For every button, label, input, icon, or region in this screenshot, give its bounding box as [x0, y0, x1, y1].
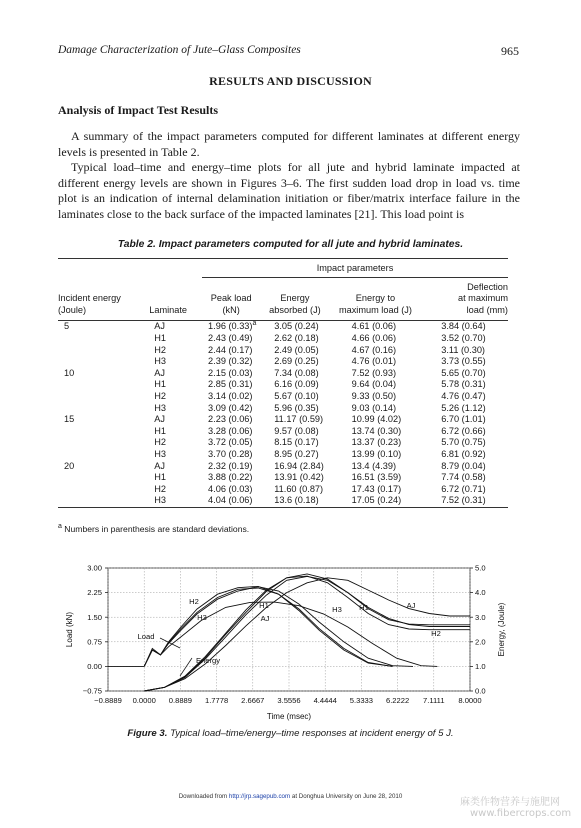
cell-incident-energy	[58, 437, 134, 449]
table-row	[58, 472, 508, 484]
subsection-title: Analysis of Impact Test Results	[58, 103, 219, 117]
table-row	[58, 484, 508, 496]
y2-tick-label: 3.0	[475, 612, 486, 622]
cell-energy-to-max: 9.33 (0.50)	[351, 390, 397, 401]
cell-energy-absorbed: 11.17 (0.59)	[274, 414, 324, 425]
paragraph-load-time: Typical load–time and energy–time plots for all jute and hybrid laminate impacted at different energy levels are shown in Figures 3–6. The first sudden load drop in load vs. time plot is an indication of internal delamination initiation or fiber/matrix interface failure in the laminates close to the back surface of the impacted laminates [21]. This load point is	[58, 160, 520, 221]
x-tick-label: −0.8889	[94, 696, 122, 705]
table-row	[58, 461, 508, 473]
table-row	[58, 345, 508, 357]
table-group-header: Impact parameters	[202, 259, 508, 278]
annotation-label: H2	[189, 597, 199, 606]
y-axis-label: Load (kN)	[65, 611, 74, 648]
annotation-label: H3	[332, 605, 342, 614]
x-tick-label: 3.5556	[277, 696, 301, 705]
cell-incident-energy: 5	[64, 321, 70, 332]
figure-3	[58, 560, 518, 730]
cell-deflection: 7.52 (0.31)	[441, 495, 486, 506]
cell-energy-to-max: 4.76 (0.01)	[351, 356, 397, 367]
cell-energy-absorbed: 8.15 (0.17)	[274, 437, 319, 448]
cell-deflection: 6.81 (0.92)	[441, 448, 486, 459]
cell-peak-load: 2.44 (0.17)	[208, 344, 253, 355]
cell-peak-load: 3.28 (0.06)	[208, 425, 253, 436]
watermark-line-2: www.fibercrops.com	[470, 808, 572, 819]
x-tick-label: 5.3333	[349, 696, 374, 705]
table-footnote	[58, 524, 249, 534]
table-row	[58, 403, 508, 415]
col-header-laminate: Laminate	[149, 304, 188, 315]
cell-incident-energy: 20	[64, 460, 75, 471]
annotation-label: Energy	[195, 656, 221, 665]
cell-peak-load: 2.39 (0.32)	[208, 356, 253, 367]
cell-energy-absorbed: 2.49 (0.05)	[274, 344, 319, 355]
cell-energy-to-max: 4.61 (0.06)	[351, 321, 397, 332]
cell-peak-load: 2.85 (0.31)	[208, 379, 253, 390]
cell-incident-energy: 15	[64, 414, 75, 425]
cell-deflection: 6.70 (1.01)	[441, 414, 486, 425]
cell-peak-load: 4.04 (0.06)	[208, 495, 253, 506]
cell-energy-absorbed: 7.34 (0.08)	[274, 367, 319, 378]
x-tick-label: 2.6667	[241, 696, 265, 705]
cell-incident-energy: 10	[64, 367, 75, 378]
cell-energy-absorbed: 13.91 (0.42)	[274, 472, 324, 483]
cell-peak-load: 1.96 $(0.33)^a$	[208, 320, 257, 332]
download-link[interactable]: http://jrp.sagepub.com	[228, 793, 291, 800]
annotation-label: H1	[259, 601, 269, 610]
y-tick-label: −0.75	[82, 686, 102, 696]
cell-peak-load: 3.88 (0.22)	[208, 472, 253, 483]
cell-deflection: 7.74 (0.58)	[441, 472, 486, 483]
cell-incident-energy	[58, 379, 134, 391]
energy-curve-h1	[144, 576, 470, 691]
table-row	[58, 368, 508, 380]
cell-energy-to-max: 17.05 (0.24)	[351, 495, 402, 506]
annotation-label: H1	[359, 603, 369, 612]
table-row	[58, 414, 508, 426]
cell-laminate: H2	[154, 437, 166, 448]
cell-energy-to-max: 13.4 (4.39)	[351, 460, 397, 471]
cell-peak-load: 3.09 (0.42)	[208, 402, 253, 413]
annotation-label: H3	[197, 613, 207, 622]
cell-energy-to-max: 10.99 (4.02)	[351, 414, 402, 425]
cell-laminate: H1	[154, 472, 166, 483]
cell-incident-energy	[58, 333, 134, 345]
table-row	[58, 321, 508, 333]
download-notice: Downloaded from http://jrp.sagepub.com at Donghua University on June 28, 2010	[178, 793, 403, 800]
y2-tick-label: 1.0	[475, 662, 486, 671]
cell-energy-to-max: 13.99 (0.10)	[351, 448, 402, 459]
cell-energy-to-max: 13.74 (0.30)	[351, 425, 402, 436]
cell-peak-load: 3.14 (0.02)	[208, 390, 253, 401]
cell-energy-absorbed: 16.94 (2.84)	[274, 460, 324, 471]
cell-deflection: 8.79 (0.04)	[441, 460, 486, 471]
x-tick-label: 7.1111	[423, 696, 445, 705]
section-title: RESULTS AND DISCUSSION	[209, 74, 372, 88]
y-tick-label: 0.75	[87, 637, 102, 647]
x-tick-label: 0.8889	[168, 696, 193, 705]
cell-energy-to-max: 17.43 (0.17)	[351, 483, 402, 494]
cell-energy-absorbed: 9.57 (0.08)	[274, 425, 319, 436]
table-footnote-text: Numbers in parenthesis are standard deviations.	[64, 524, 250, 534]
table-row	[58, 437, 508, 449]
table-row	[58, 391, 508, 403]
running-title: Damage Characterization of Jute–Glass Composites	[58, 44, 301, 56]
watermark-line-1: 麻类作物营养与施肥网	[460, 797, 560, 808]
annotation-label: H2	[431, 629, 441, 638]
cell-laminate: H3	[154, 356, 166, 367]
table-row	[58, 495, 508, 507]
cell-laminate: AJ	[154, 321, 165, 332]
table-row	[58, 449, 508, 461]
load-curve-aj	[144, 602, 437, 666]
cell-deflection: 3.73 (0.55)	[441, 356, 486, 367]
cell-deflection: 4.76 (0.47)	[441, 390, 486, 401]
col-header-energy-to-max: Energy to maximum load (J)	[338, 293, 412, 315]
y2-tick-label: 2.0	[475, 637, 486, 647]
cell-peak-load: 3.72 (0.05)	[208, 437, 253, 448]
cell-laminate: H1	[154, 332, 166, 343]
cell-incident-energy	[58, 449, 134, 461]
figure-label: Figure 3.	[127, 728, 168, 739]
cell-peak-load: 2.43 (0.49)	[208, 332, 253, 343]
cell-energy-absorbed: 5.96 (0.35)	[274, 402, 319, 413]
figure-caption-text: Typical load–time/energy–time responses at incident energy of 5 J.	[170, 728, 454, 739]
cell-laminate: AJ	[154, 367, 165, 378]
y-tick-label: 0.00	[87, 662, 102, 671]
cell-deflection: 5.78 (0.31)	[441, 379, 486, 390]
cell-peak-load: 4.06 (0.03)	[208, 483, 253, 494]
cell-laminate: H3	[154, 448, 166, 459]
cell-laminate: H1	[154, 379, 166, 390]
table-row	[58, 356, 508, 368]
cell-energy-to-max: 16.51 (3.59)	[351, 472, 402, 483]
cell-deflection: 5.65 (0.70)	[441, 367, 486, 378]
paragraph-summary: A summary of the impact parameters computed for different laminates at different energy levels is presented in Table 2.	[58, 129, 520, 159]
cell-energy-absorbed: 11.60 (0.87)	[274, 483, 324, 494]
cell-energy-to-max: 7.52 (0.93)	[351, 367, 397, 378]
table-row	[58, 426, 508, 438]
cell-peak-load: 3.70 (0.28)	[208, 448, 253, 459]
y-tick-label: 2.25	[87, 588, 102, 598]
cell-energy-to-max: 13.37 (0.23)	[351, 437, 402, 448]
col-header-energy-absorbed: Energy absorbed (J)	[269, 293, 321, 315]
cell-deflection: 5.70 (0.75)	[441, 437, 486, 448]
x-tick-label: 0.0000	[132, 696, 156, 705]
y2-tick-label: 4.0	[475, 588, 486, 598]
cell-laminate: H2	[154, 344, 166, 355]
cell-laminate: H2	[154, 390, 166, 401]
cell-incident-energy	[58, 403, 134, 415]
load-energy-chart	[58, 560, 518, 725]
cell-energy-to-max: 9.64 (0.04)	[351, 379, 397, 390]
cell-energy-absorbed: 2.69 (0.25)	[274, 356, 319, 367]
table-row	[58, 379, 508, 391]
col-header-incident-energy: Incident energy (Joule)	[58, 293, 121, 315]
energy-curve-aj	[144, 578, 470, 691]
annotation-label: AJ	[260, 614, 270, 623]
cell-energy-absorbed: 5.67 (0.10)	[274, 390, 319, 401]
energy-curve-h2	[144, 576, 470, 691]
y-tick-label: 1.50	[87, 612, 102, 622]
cell-deflection: 3.84 (0.64)	[441, 321, 486, 332]
cell-laminate: AJ	[154, 414, 165, 425]
cell-incident-energy	[58, 391, 134, 403]
cell-energy-absorbed: 13.6 (0.18)	[274, 495, 319, 506]
x-tick-label: 6.2222	[385, 696, 410, 705]
col-header-peak-load: Peak load (kN)	[210, 293, 252, 315]
cell-energy-absorbed: 2.62 (0.18)	[274, 332, 319, 343]
cell-incident-energy	[58, 426, 134, 438]
x-tick-label: 1.7778	[204, 696, 229, 705]
page-number: 965	[501, 44, 519, 58]
cell-peak-load: 2.32 (0.19)	[208, 460, 253, 471]
x-tick-label: 8.0000	[458, 696, 482, 705]
energy-curve-h3	[144, 574, 470, 691]
cell-energy-to-max: 4.66 (0.06)	[351, 332, 397, 343]
cell-energy-to-max: 9.03 (0.14)	[351, 402, 397, 413]
y2-tick-label: 5.0	[475, 563, 486, 573]
annotation-label: Load	[137, 632, 155, 641]
table-footnote-mark: a	[58, 523, 62, 531]
figure-caption	[0, 728, 581, 739]
cell-laminate: H3	[154, 495, 166, 506]
impact-parameters-table	[58, 258, 508, 508]
cell-incident-energy	[58, 356, 134, 368]
cell-deflection: 6.72 (0.71)	[441, 483, 486, 494]
x-axis-label: Time (msec)	[266, 712, 312, 721]
cell-laminate: AJ	[154, 460, 165, 471]
cell-incident-energy	[58, 472, 134, 484]
cell-incident-energy	[58, 345, 134, 357]
cell-peak-load: 2.23 (0.06)	[208, 414, 253, 425]
x-tick-label: 4.4444	[313, 696, 337, 705]
cell-energy-absorbed: 3.05 (0.24)	[274, 321, 319, 332]
cell-peak-load: 2.15 (0.03)	[208, 367, 253, 378]
y2-tick-label: 0.0	[475, 686, 486, 696]
cell-energy-absorbed: 8.95 (0.27)	[274, 448, 319, 459]
y2-axis-label: Energy, (Joule)	[497, 602, 506, 657]
cell-deflection: 3.52 (0.70)	[441, 332, 486, 343]
table-caption: Table 2. Impact parameters computed for all jute and hybrid laminates.	[117, 239, 464, 250]
cell-incident-energy	[58, 484, 134, 496]
y-tick-label: 3.00	[87, 563, 102, 573]
cell-deflection: 6.72 (0.66)	[441, 425, 486, 436]
cell-laminate: H1	[154, 425, 166, 436]
cell-laminate: H3	[154, 402, 166, 413]
cell-energy-to-max: 4.67 (0.16)	[351, 344, 397, 355]
cell-laminate: H2	[154, 483, 166, 494]
cell-energy-absorbed: 6.16 (0.09)	[274, 379, 319, 390]
col-header-deflection: Deflection at maximum load (mm)	[457, 281, 508, 315]
footnote-mark: a	[252, 320, 257, 328]
annotation-label: AJ	[406, 601, 416, 610]
table-row	[58, 333, 508, 345]
cell-deflection: 3.11 (0.30)	[441, 344, 485, 355]
cell-incident-energy	[58, 495, 134, 507]
load-curve-h3	[144, 588, 392, 666]
cell-deflection: 5.26 (1.12)	[441, 402, 486, 413]
